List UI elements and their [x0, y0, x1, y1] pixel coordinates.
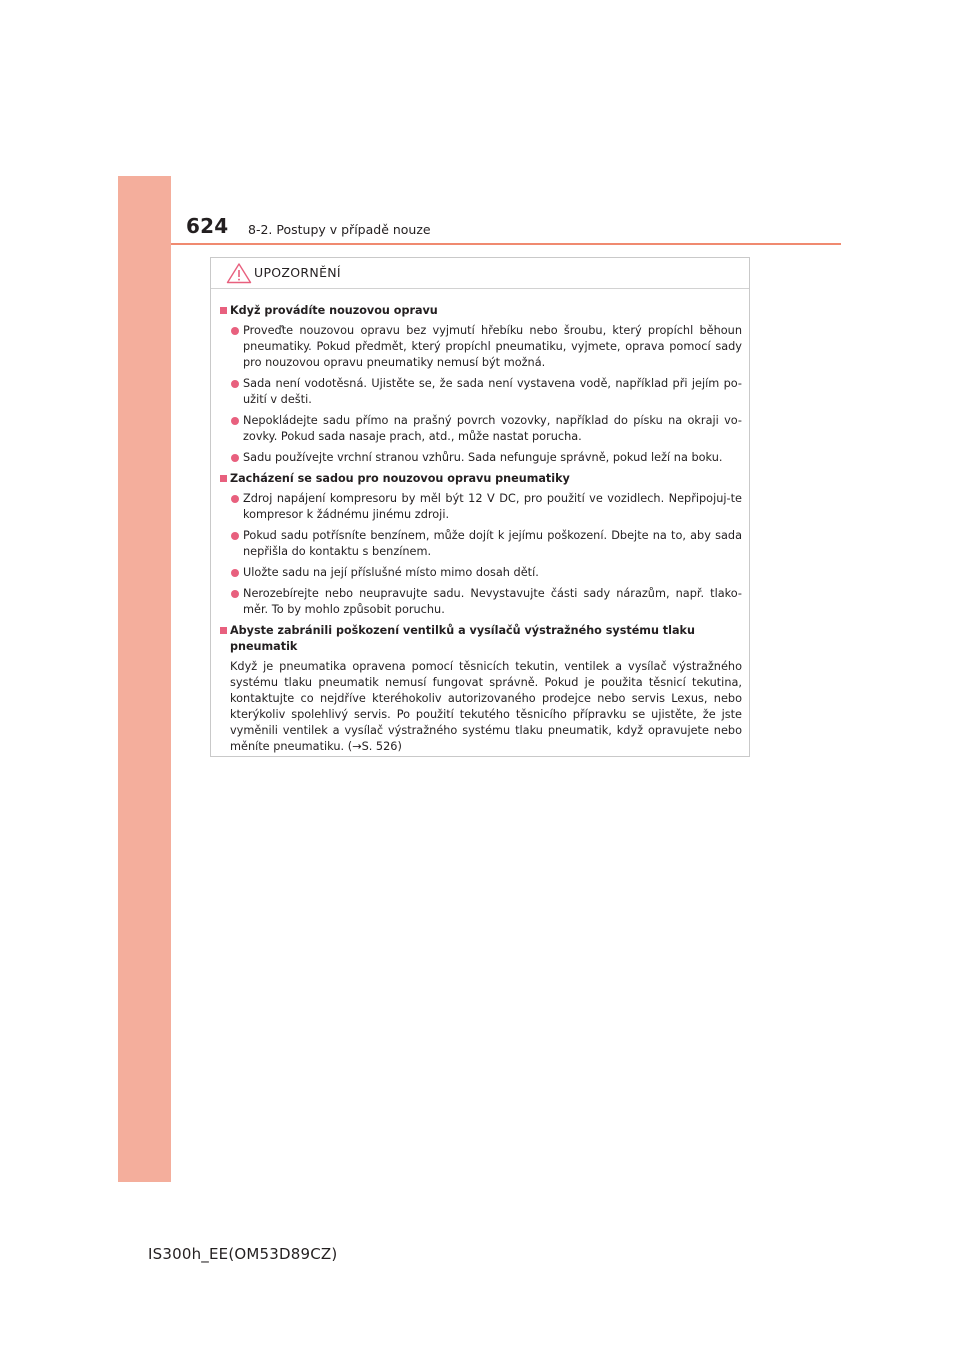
dot-bullet-icon: [231, 569, 239, 577]
section-title: 8-2. Postupy v případě nouze: [248, 222, 431, 237]
list-item: Nepokládejte sadu přímo na prašný povrch vozovky, například do písku na okraji vo-zovky. Pokud sada nasaje prach, atd., může nastat porucha.: [221, 413, 742, 445]
dot-bullet-icon: [231, 495, 239, 503]
list-item: Proveďte nouzovou opravu bez vyjmutí hřebíku nebo šroubu, který propíchl běhoun pneumatiky. Pokud předmět, který propíchl pneumatiku, vyjmete, oprava pomocí sady pro nouzovou opravu pneumatiky nemusí být možná.: [221, 323, 742, 371]
list-item: Sada není vodotěsná. Ujistěte se, že sada není vystavena vodě, například při jejím po-užití v dešti.: [221, 376, 742, 408]
warning-triangle-icon: [226, 262, 252, 284]
document-code: IS300h_EE(OM53D89CZ): [148, 1245, 338, 1263]
sub-heading: Zacházení se sadou pro nouzovou opravu pneumatiky: [221, 471, 742, 487]
dot-bullet-icon: [231, 417, 239, 425]
page-number: 624: [186, 214, 229, 238]
dot-bullet-icon: [231, 532, 239, 540]
list-item: Zdroj napájení kompresoru by měl být 12 V DC, pro použití ve vozidlech. Nepřipojuj-te kompresor k žádnému jinému zdroji.: [221, 491, 742, 523]
header-rule: [171, 243, 841, 245]
warning-label: UPOZORNĚNÍ: [254, 265, 341, 280]
warning-header: [211, 258, 749, 289]
dot-bullet-icon: [231, 327, 239, 335]
dot-bullet-icon: [231, 380, 239, 388]
square-bullet-icon: [220, 627, 227, 634]
warning-body: [211, 289, 749, 755]
sub-heading: Když provádíte nouzovou opravu: [221, 303, 742, 319]
list-item: Nerozebírejte nebo neupravujte sadu. Nevystavujte části sady nárazům, např. tlako-měr. To by mohlo způsobit poruchu.: [221, 586, 742, 618]
square-bullet-icon: [220, 475, 227, 482]
dot-bullet-icon: [231, 590, 239, 598]
paragraph: Když je pneumatika opravena pomocí těsnicích tekutin, ventilek a vysílač výstražného systému tlaku pneumatik nemusí fungovat správně. Pokud je použita těsnicí tekutina, kontaktujte co nejdříve kteréhokoliv autorizovaného prodejce nebo servis Lexus, nebo kterýkoliv spolehlivý servis. Po použití tekutého těsnicího přípravku se ujistěte, že jste vyměnili ventilek a vysílač výstražného systému tlaku pneumatik, když opravujete nebo měníte pneumatiku. (→S. 526): [230, 660, 742, 753]
list-item: Uložte sadu na její příslušné místo mimo dosah dětí.: [221, 565, 742, 581]
warning-box: [210, 257, 750, 757]
chapter-side-strip: [118, 176, 171, 1182]
dot-bullet-icon: [231, 454, 239, 462]
list-item: Pokud sadu potřísníte benzínem, může dojít k jejímu poškození. Dbejte na to, aby sada nepřišla do kontaktu s benzínem.: [221, 528, 742, 560]
square-bullet-icon: [220, 307, 227, 314]
list-item: Sadu používejte vrchní stranou vzhůru. Sada nefunguje správně, pokud leží na boku.: [221, 450, 742, 466]
sub-heading: Abyste zabránili poškození ventilků a vysílačů výstražného systému tlaku pneumatik: [221, 623, 742, 655]
